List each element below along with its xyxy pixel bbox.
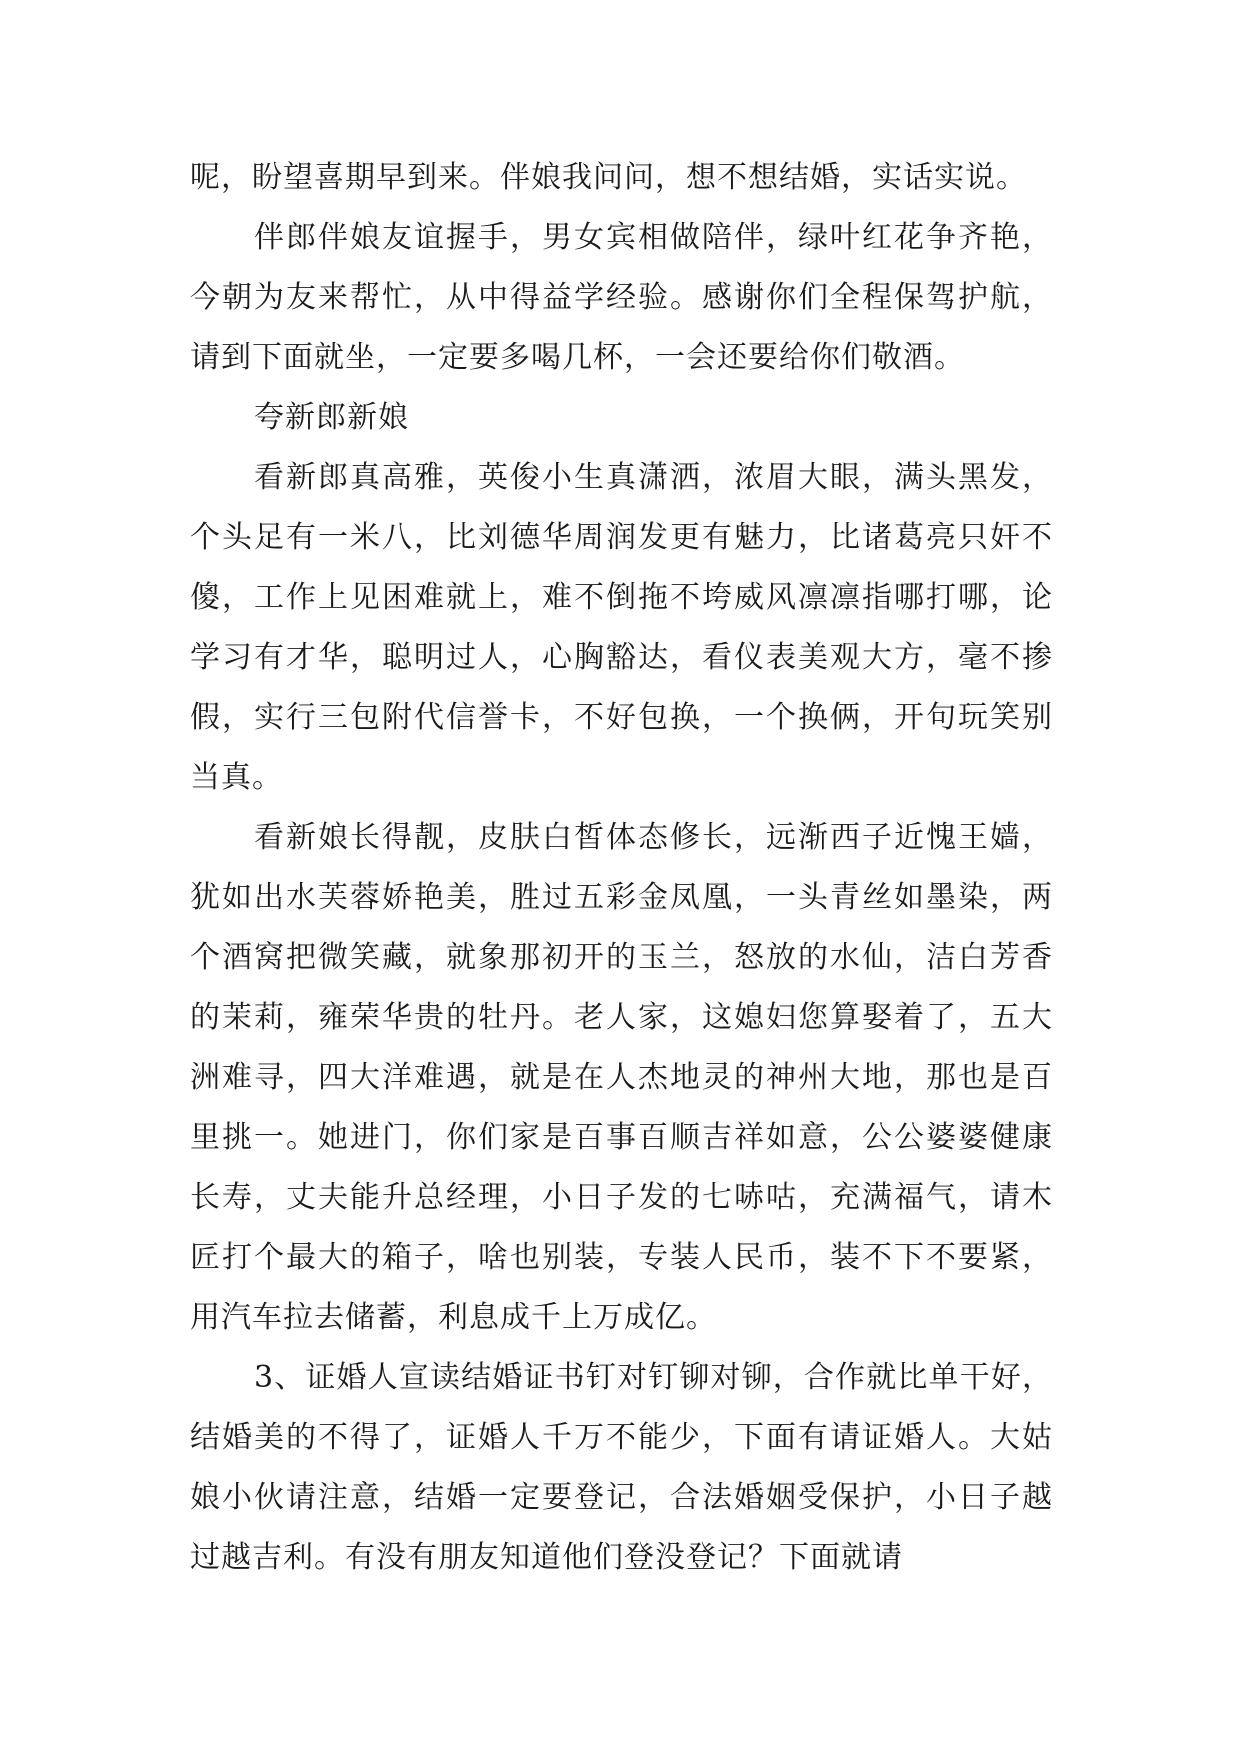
section-heading-praise-couple: 夸新郎新娘 — [254, 400, 409, 435]
document-body — [190, 148, 1053, 1588]
paragraph-continued: 呢，盼望喜期早到来。伴娘我问问，想不想结婚，实话实说。 — [190, 160, 1027, 195]
paragraph-officiant-certificate: 3、证婚人宣读结婚证书钉对钉铆对铆，合作就比单干好，结婚美的不得了，证婚人千万不能少，下面有请证婚人。大姑娘小伙请注意，结婚一定要登记，合法婚姻受保护，小日子越过越吉利。有没有朋友知道他们登没登记？下面就请 — [190, 1360, 1053, 1575]
paragraph-praise-groom: 看新郎真高雅，英俊小生真潇洒，浓眉大眼，满头黑发，个头足有一米八，比刘德华周润发更有魅力，比诸葛亮只奸不傻，工作上见困难就上，难不倒拖不垮威风凛凛指哪打哪，论学习有才华，聪明过人，心胸豁达，看仪表美观大方，毫不掺假，实行三包附代信誉卡，不好包换，一个换俩，开句玩笑别当真。 — [190, 460, 1053, 795]
paragraph-groomsmen-bridesmaids: 伴郎伴娘友谊握手，男女宾相做陪伴，绿叶红花争齐艳，今朝为友来帮忙，从中得益学经验。感谢你们全程保驾护航，请到下面就坐，一定要多喝几杯，一会还要给你们敬酒。 — [190, 220, 1053, 375]
paragraph-praise-bride: 看新娘长得靓，皮肤白皙体态修长，远渐西子近愧王嫱，犹如出水芙蓉娇艳美，胜过五彩金凤凰，一头青丝如墨染，两个酒窝把微笑藏，就象那初开的玉兰，怒放的水仙，洁白芳香的茉莉，雍荣华贵的牡丹。老人家，这媳妇您算娶着了，五大洲难寻，四大洋难遇，就是在人杰地灵的神州大地，那也是百里挑一。她进门，你们家是百事百顺吉祥如意，公公婆婆健康长寿，丈夫能升总经理，小日子发的七哧咕，充满福气，请木匠打个最大的箱子，啥也别装，专装人民币，装不下不要紧，用汽车拉去储蓄，利息成千上万成亿。 — [190, 820, 1053, 1335]
